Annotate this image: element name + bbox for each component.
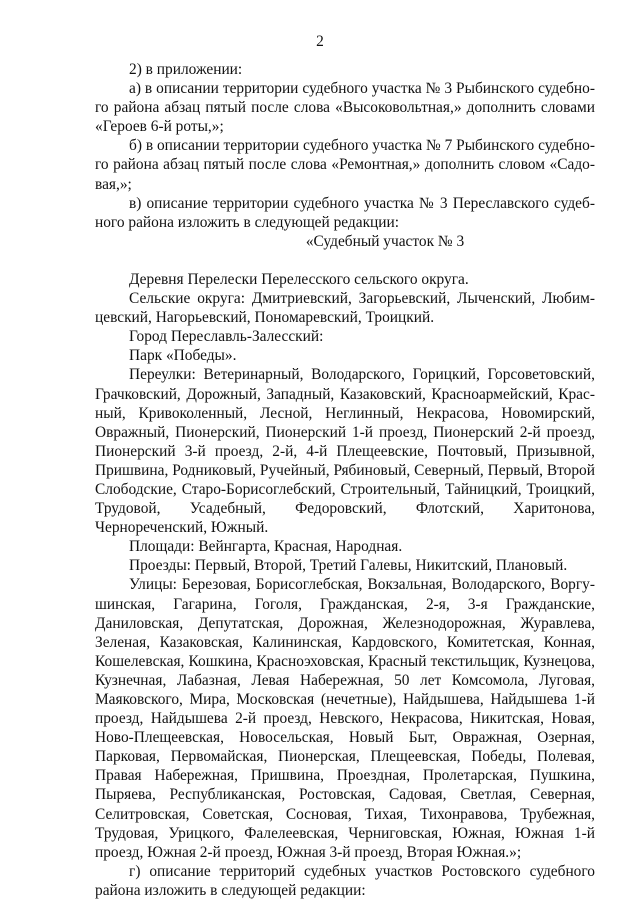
paragraph-item-v: в) описание территории судебного участка № 3 Переславского судебного района изложить в следующей редакции: xyxy=(95,194,595,231)
paragraph-streets: Улицы: Березовая, Борисоглебская, Вокзальная, Володарского, Воргушинская, Гагарина, Гоголя, Гражданская, 2-я, 3-я Гражданские, Даниловская, Депутатская, Дорожная, Железнодорожная, Журавлева, Зеленая, Казаковская, Калининская, Кардовского, Комитетская, Конная, Кошелевская, Кошкина, Красноэховская, Красный текстильщик, Кузнецова, Кузнечная, Лабазная, Левая Набережная, 50 лет Комсомола, Луговая, Маяковского, Мира, Московская (нечетные), Найдышева, Найдышева 1-й проезд, Найдышева 2-й проезд, Невского, Некрасова, Никитская, Новая, Ново-Плещеевская, Новосельская, Новый Быт, Овражная, Озерная, Парковая, Первомайская, Пионерская, Плещеевская, Победы, Полевая, Правая Набережная, Пришвина, Проездная, Пролетарская, Пушкина, Пыряева, Республиканская, Ростовская, Садовая, Светлая, Северная, Селитровская, Советская, Сосновая, Тихая, Тихонравова, Трубежная, Трудовая, Урицкого, Фалелеевская, Черниговская, Южная, Южная 1-й проезд, Южная 2-й проезд, Южная 3-й проезд, Вторая Южная.»; xyxy=(95,576,595,861)
paragraph-item-g: г) описание территорий судебных участков Ростовского судебного района изложить в следующей редакции: xyxy=(95,862,595,899)
paragraph-village: Деревня Перелески Перелесского сельского округа. xyxy=(129,270,469,288)
document-body xyxy=(95,60,595,900)
paragraph-appendix-intro: 2) в приложении: xyxy=(129,61,243,78)
paragraph-park: Парк «Победы». xyxy=(129,347,237,365)
section-heading-court-site-3: «Судебный участок № 3 xyxy=(305,232,465,250)
paragraph-item-a: а) в описании территории судебного участка № 3 Рыбинского судебного района абзац пятый после слова «Высоковольтная,» дополнить словами «Героев 6-й роты,»; xyxy=(95,80,595,136)
blank-line xyxy=(95,251,595,270)
paragraph-squares: Площади: Вейнгарта, Красная, Народная. xyxy=(129,538,403,556)
paragraph-item-b: б) в описании территории судебного участка № 7 Рыбинского судебного района абзац пятый после слова «Ремонтная,» дополнить словом «Садовая,»; xyxy=(95,137,595,193)
paragraph-rural-districts: Сельские округа: Дмитриевский, Загорьевский, Лыченский, Любимцевский, Нагорьевский, Пономаревский, Троицкий. xyxy=(95,290,595,327)
paragraph-city: Город Переславль-Залесский: xyxy=(129,328,324,346)
paragraph-lanes: Переулки: Ветеринарный, Володарского, Горицкий, Горсоветовский, Грачковский, Дорожный, Западный, Казаковский, Красноармейский, Красный, Кривоколенный, Лесной, Неглинный, Некрасова, Новомирский, Овражный, Пионерский, Пионерский 1-й проезд, Пионерский 2-й проезд, Пионерский 3-й проезд, 2-й, 4-й Плещеевские, Почтовый, Призывной, Пришвина, Родниковый, Ручейный, Рябиновый, Северный, Первый, Второй Слободские, Старо-Борисоглебский, Строительный, Тайницкий, Троицкий, Трудовой, Усадебный, Федоровский, Флотский, Харитонова, Чернореченский, Южный. xyxy=(95,366,595,537)
paragraph-passages: Проезды: Первый, Второй, Третий Галевы, Никитский, Плановый. xyxy=(129,557,568,575)
page-number: 2 xyxy=(316,33,324,50)
